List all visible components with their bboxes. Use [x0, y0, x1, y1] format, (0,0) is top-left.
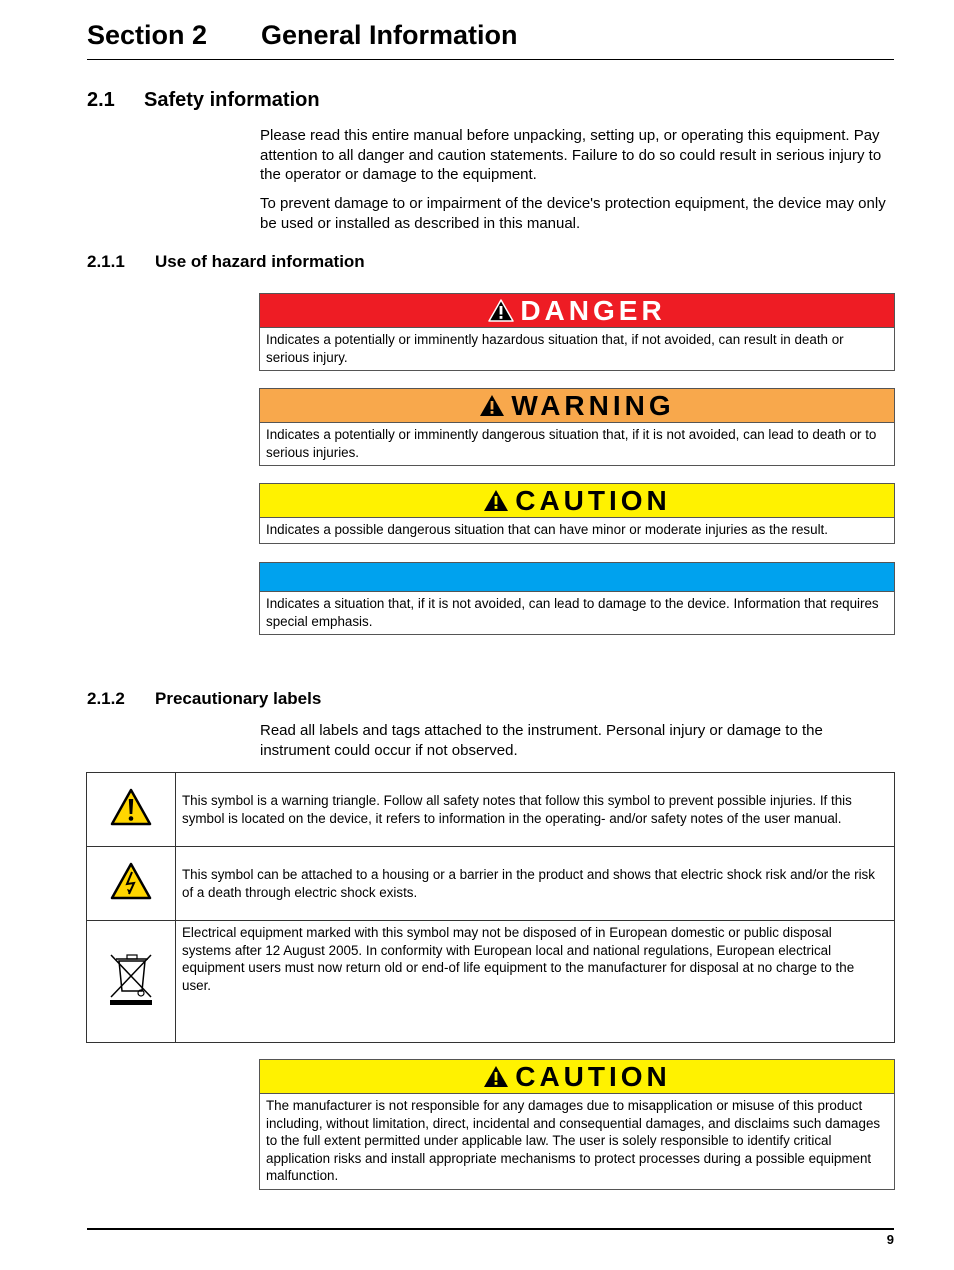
- danger-text: Indicates a potentially or imminently hazardous situation that, if not avoided, can result in death or serious injury.: [266, 332, 844, 365]
- danger-label: DANGER: [520, 294, 666, 326]
- warning-text: Indicates a potentially or imminently dangerous situation that, if it is not avoided, can lead to death or to serious injuries.: [266, 427, 877, 460]
- hazard-title: Use of hazard information: [155, 252, 365, 271]
- safety-number: 2.1: [87, 89, 115, 111]
- safety-title: Safety information: [144, 89, 320, 111]
- precaution-number: 2.1.2: [87, 689, 125, 708]
- caution-box-2: [259, 1059, 895, 1190]
- table-row: [87, 847, 895, 921]
- section-number: Section 2: [87, 20, 208, 50]
- warning-label: WARNING: [511, 389, 675, 421]
- danger-header: [260, 294, 894, 328]
- hazard-number: 2.1.1: [87, 252, 125, 271]
- warning-triangle-icon: [110, 788, 152, 826]
- label-text: This symbol is a warning triangle. Follow all safety notes that follow this symbol to prevent possible injuries. If this symbol is located on the device, it refers to information in the operating- and/or safety notes of the user manual.: [176, 773, 895, 847]
- section-heading: General Information: [261, 20, 518, 50]
- safety-paragraph-2: To prevent damage to or impairment of the device's protection equipment, the device may only be used or installed as described in this manual.: [260, 195, 886, 232]
- caution-box: [259, 483, 895, 544]
- label-text: This symbol can be attached to a housing or a barrier in the product and shows that electric shock risk and/or the risk of a death through electric shock exists.: [176, 847, 895, 921]
- page-number: 9: [886, 1232, 894, 1247]
- notice-text: Indicates a situation that, if it is not avoided, can lead to damage to the device. Information that requires special emphasis.: [266, 596, 879, 629]
- caution-text: Indicates a possible dangerous situation that can have minor or moderate injuries as the result.: [266, 522, 828, 537]
- notice-header: [260, 563, 894, 592]
- warning-triangle-icon: [479, 394, 505, 417]
- caution-label: CAUTION: [515, 484, 671, 516]
- warning-header: [260, 389, 894, 423]
- caution-label-2: CAUTION: [515, 1060, 671, 1092]
- caution-header: [260, 484, 894, 518]
- warning-box: [259, 388, 895, 466]
- precaution-title: Precautionary labels: [155, 689, 322, 708]
- weee-crossed-bin-icon: [108, 951, 154, 1007]
- hazard-heading: [87, 252, 365, 272]
- section-title: [87, 20, 894, 60]
- danger-triangle-icon: [488, 299, 514, 322]
- danger-box: [259, 293, 895, 371]
- precaution-labels-table: [86, 772, 895, 1043]
- electric-shock-icon: [110, 862, 152, 900]
- notice-box: [259, 562, 895, 635]
- safety-paragraph-1: Please read this entire manual before unpacking, setting up, or operating this equipment. Pay attention to all danger and caution statements. Failure to do so could result in serious injury to the operator or damage to the equipment.: [260, 127, 882, 183]
- caution-triangle-icon: [483, 489, 509, 512]
- caution-triangle-icon: [483, 1065, 509, 1088]
- precaution-heading: [87, 689, 321, 709]
- label-text: Electrical equipment marked with this symbol may not be disposed of in European domestic or public disposal systems after 12 August 2005. In conformity with European local and national regulations, European electrical equipment users must now return old or end-of life equipment to the manufacturer for disposal at no charge to the user.: [176, 921, 895, 1043]
- table-row: [87, 773, 895, 847]
- footer-rule: [87, 1228, 894, 1230]
- precaution-intro: Read all labels and tags attached to the instrument. Personal injury or damage to the instrument could occur if not observed.: [260, 722, 823, 759]
- safety-heading: [87, 89, 320, 112]
- caution-text-2: The manufacturer is not responsible for any damages due to misapplication or misuse of this product including, without limitation, direct, incidental and consequential damages, and disclaims such damages to the full extent permitted under applicable law. The user is solely responsible to identify critical application risks and install appropriate mechanisms to protect processes during a possible equipment malfunction.: [266, 1098, 881, 1183]
- caution-header-2: [260, 1060, 894, 1094]
- table-row: [87, 921, 895, 1043]
